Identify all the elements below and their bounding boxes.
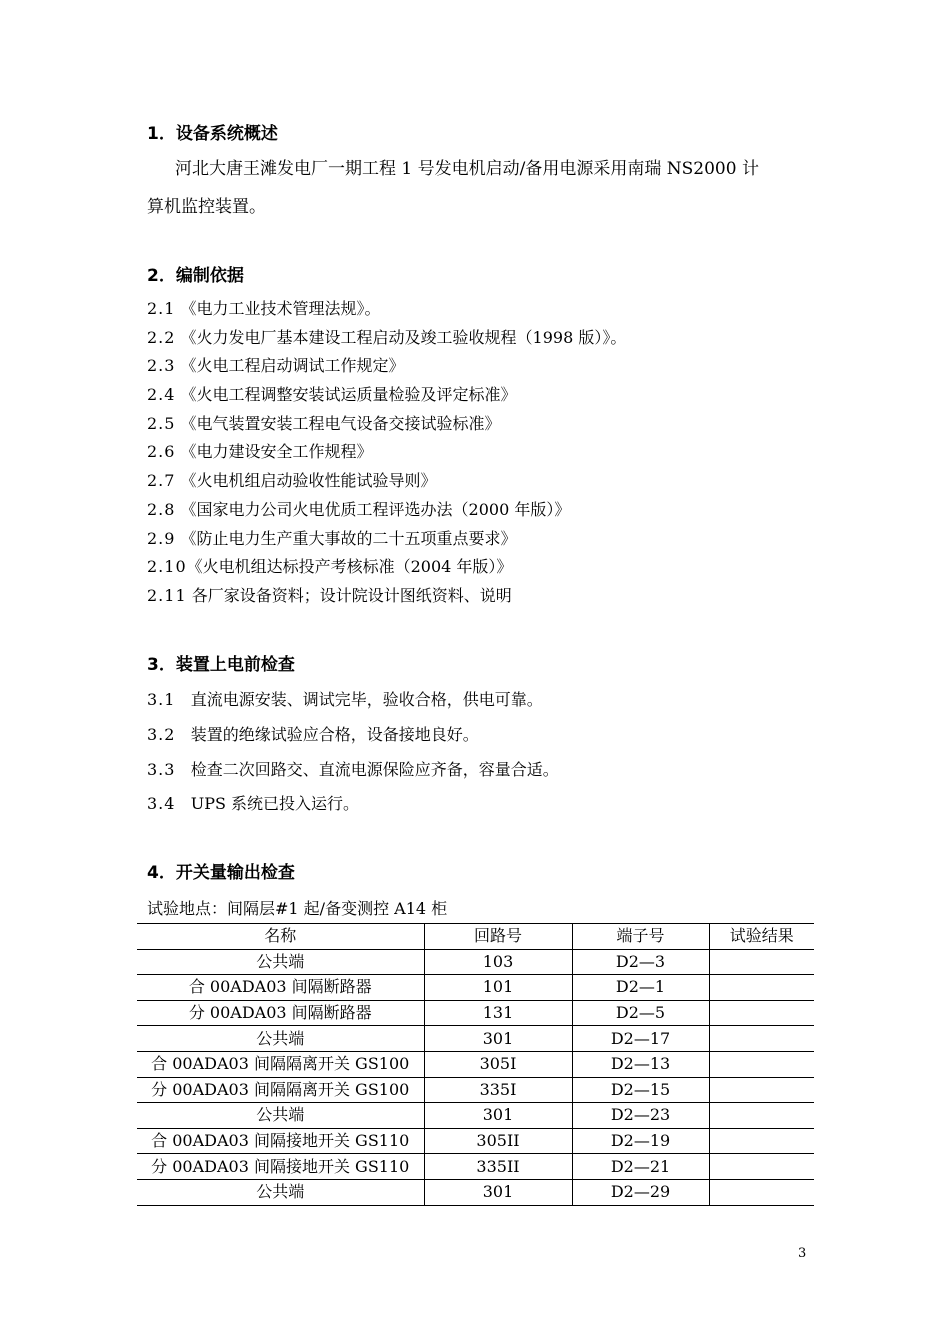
cell-terminal: D2—13	[572, 1051, 709, 1077]
item-text: 《电力建设安全工作规程》	[180, 442, 373, 461]
cell-circuit: 301	[424, 1026, 572, 1052]
table-row	[137, 949, 814, 975]
basis-item	[147, 470, 437, 492]
item-text: 装置的绝缘试验应合格，设备接地良好。	[190, 725, 479, 744]
cell-result	[709, 975, 814, 1001]
item-text: 《火力发电厂基本建设工程启动及竣工验收规程（1998 版）》。	[180, 328, 627, 347]
item-text: 《防止电力生产重大事故的二十五项重点要求》	[180, 529, 517, 548]
item-text: 检查二次回路交、直流电源保险应齐备，容量合适。	[190, 760, 559, 779]
item-text: UPS 系统已投入运行。	[190, 794, 360, 813]
cell-terminal: D2—29	[572, 1179, 709, 1205]
basis-item	[147, 556, 512, 578]
cell-circuit: 335I	[424, 1077, 572, 1103]
basis-item	[147, 585, 512, 607]
table-row	[137, 1154, 814, 1180]
item-number: 2.10	[147, 557, 187, 576]
section-3-heading: 3．装置上电前检查	[147, 655, 295, 675]
table-row	[137, 1000, 814, 1026]
cell-circuit: 301	[424, 1179, 572, 1205]
cell-circuit: 101	[424, 975, 572, 1001]
cell-result	[709, 1000, 814, 1026]
cell-result	[709, 1051, 814, 1077]
cell-terminal: D2—1	[572, 975, 709, 1001]
table-row	[137, 975, 814, 1001]
item-text: 直流电源安装、调试完毕，验收合格，供电可靠。	[190, 690, 543, 709]
cell-result	[709, 1026, 814, 1052]
cell-name: 分 00ADA03 间隔接地开关 GS110	[137, 1154, 424, 1180]
item-text: 《火电工程启动调试工作规定》	[180, 356, 405, 375]
cell-terminal: D2—23	[572, 1103, 709, 1129]
item-number: 2.2	[147, 328, 176, 347]
section-4-heading: 4．开关量输出检查	[147, 863, 295, 883]
check-item	[147, 759, 559, 781]
item-text: 《火电机组启动验收性能试验导则》	[180, 471, 437, 490]
cell-name: 分 00ADA03 间隔隔离开关 GS100	[137, 1077, 424, 1103]
item-number: 3.3	[147, 760, 176, 779]
cell-terminal: D2—21	[572, 1154, 709, 1180]
cell-result	[709, 949, 814, 975]
table-row	[137, 1077, 814, 1103]
table-row	[137, 1128, 814, 1154]
check-item	[147, 724, 479, 746]
column-header-name: 名称	[137, 924, 424, 950]
cell-terminal: D2—17	[572, 1026, 709, 1052]
cell-name: 合 00ADA03 间隔隔离开关 GS100	[137, 1051, 424, 1077]
item-number: 2.9	[147, 529, 176, 548]
cell-terminal: D2—15	[572, 1077, 709, 1103]
item-text: 《火电机组达标投产考核标准（2004 年版）》	[186, 557, 513, 576]
item-text: 各厂家设备资料；设计院设计图纸资料、说明	[191, 586, 512, 605]
cell-circuit: 305I	[424, 1051, 572, 1077]
column-header-circuit: 回路号	[424, 924, 572, 950]
cell-name: 公共端	[137, 1103, 424, 1129]
cell-name: 分 00ADA03 间隔断路器	[137, 1000, 424, 1026]
item-text: 《火电工程调整安装试运质量检验及评定标准》	[180, 385, 517, 404]
item-number: 2.6	[147, 442, 176, 461]
item-number: 2.3	[147, 356, 176, 375]
item-number: 2.7	[147, 471, 176, 490]
cell-result	[709, 1154, 814, 1180]
item-number: 3.1	[147, 690, 176, 709]
output-check-table	[137, 923, 814, 1206]
cell-circuit: 335II	[424, 1154, 572, 1180]
basis-item	[147, 298, 381, 320]
basis-item	[147, 327, 626, 349]
item-number: 2.11	[147, 586, 187, 605]
section-2-heading: 2．编制依据	[147, 266, 244, 286]
table-row	[137, 1179, 814, 1205]
cell-result	[709, 1128, 814, 1154]
cell-result	[709, 1179, 814, 1205]
table-row	[137, 1103, 814, 1129]
cell-circuit: 131	[424, 1000, 572, 1026]
section-1-body-line-2: 算机监控装置。	[147, 197, 266, 217]
page-number: 3	[798, 1246, 807, 1261]
basis-item	[147, 413, 501, 435]
section-1-body-line-1: 河北大唐王滩发电厂一期工程 1 号发电机启动/备用电源采用南瑞 NS2000 计	[175, 159, 759, 179]
check-item	[147, 689, 543, 711]
item-number: 3.4	[147, 794, 176, 813]
cell-name: 合 00ADA03 间隔接地开关 GS110	[137, 1128, 424, 1154]
item-text: 《电气装置安装工程电气设备交接试验标准》	[180, 414, 501, 433]
cell-name: 合 00ADA03 间隔断路器	[137, 975, 424, 1001]
column-header-terminal: 端子号	[572, 924, 709, 950]
check-item	[147, 793, 359, 815]
column-header-result: 试验结果	[709, 924, 814, 950]
cell-circuit: 103	[424, 949, 572, 975]
cell-name: 公共端	[137, 949, 424, 975]
table-header-row	[137, 924, 814, 950]
table-row	[137, 1026, 814, 1052]
cell-name: 公共端	[137, 1179, 424, 1205]
cell-result	[709, 1077, 814, 1103]
cell-result	[709, 1103, 814, 1129]
table-row	[137, 1051, 814, 1077]
item-number: 3.2	[147, 725, 176, 744]
basis-item	[147, 528, 517, 550]
test-location-caption: 试验地点：间隔层#1 起/备变测控 A14 柜	[147, 899, 448, 918]
cell-terminal: D2—19	[572, 1128, 709, 1154]
item-text: 《国家电力公司火电优质工程评选办法（2000 年版）》	[180, 500, 571, 519]
cell-circuit: 305II	[424, 1128, 572, 1154]
item-number: 2.1	[147, 299, 176, 318]
basis-item	[147, 384, 517, 406]
item-text: 《电力工业技术管理法规》。	[180, 299, 381, 318]
cell-name: 公共端	[137, 1026, 424, 1052]
section-1-heading: 1．设备系统概述	[147, 124, 278, 144]
item-number: 2.8	[147, 500, 176, 519]
basis-item	[147, 441, 373, 463]
basis-item	[147, 355, 405, 377]
item-number: 2.5	[147, 414, 176, 433]
cell-circuit: 301	[424, 1103, 572, 1129]
item-number: 2.4	[147, 385, 176, 404]
basis-item	[147, 499, 570, 521]
cell-terminal: D2—5	[572, 1000, 709, 1026]
cell-terminal: D2—3	[572, 949, 709, 975]
